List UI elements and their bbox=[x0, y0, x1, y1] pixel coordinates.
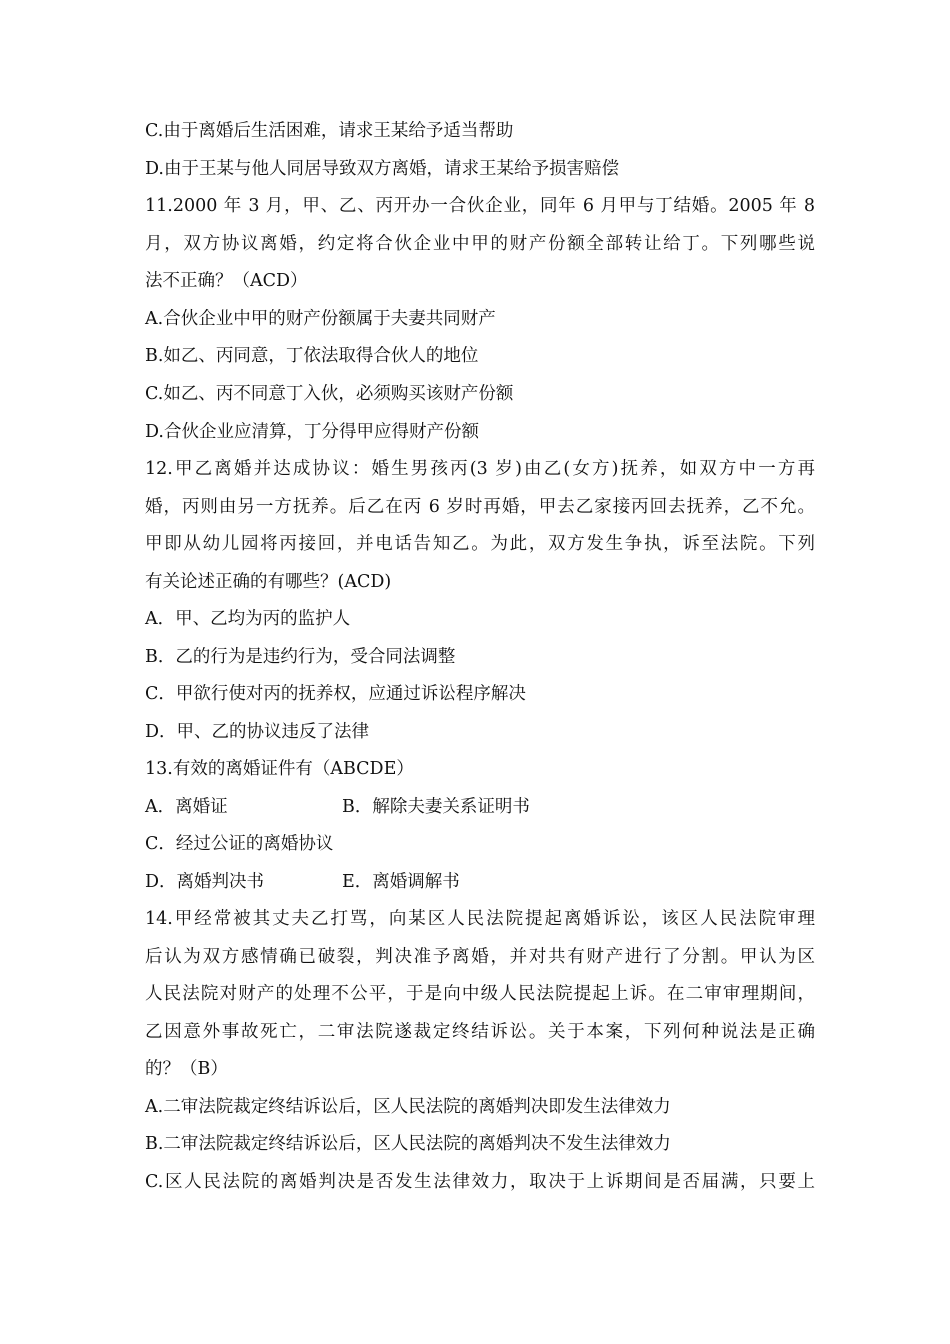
text-line: D．甲、乙的协议违反了法律 bbox=[145, 722, 370, 742]
text-line: A.合伙企业中甲的财产份额属于夫妻共同财产 bbox=[145, 309, 496, 329]
text-line: 13.有效的离婚证件有（ABCDE） bbox=[145, 759, 414, 779]
text-line: A．甲、乙均为丙的监护人 bbox=[145, 609, 351, 629]
text-line: B．乙的行为是违约行为，受合同法调整 bbox=[145, 647, 456, 667]
text-line: B.二审法院裁定终结诉讼后，区人民法院的离婚判决不发生法律效力 bbox=[145, 1134, 671, 1154]
option-a: A．离婚证 bbox=[145, 797, 228, 817]
text-line: 后认为双方感情确已破裂，判决准予离婚，并对共有财产进行了分割。甲认为区 bbox=[145, 947, 815, 967]
text-line: 有关论述正确的有哪些？(ACD) bbox=[145, 572, 392, 592]
text-line-two-options bbox=[145, 870, 815, 894]
text-line: 14.甲经常被其丈夫乙打骂，向某区人民法院提起离婚诉讼，该区人民法院审理 bbox=[145, 909, 815, 929]
text-line: C．经过公证的离婚协议 bbox=[145, 834, 334, 854]
option-b: B．解除夫妻关系证明书 bbox=[342, 797, 530, 817]
text-line: D.由于王某与他人同居导致双方离婚，请求王某给予损害赔偿 bbox=[145, 159, 619, 179]
text-line: 甲即从幼儿园将丙接回，并电话告知乙。为此，双方发生争执，诉至法院。下列 bbox=[145, 534, 815, 554]
text-line: 婚，丙则由另一方抚养。后乙在丙 6 岁时再婚，甲去乙家接丙回去抚养，乙不允。 bbox=[145, 497, 815, 517]
text-line: 的？（B） bbox=[145, 1059, 228, 1079]
text-line: B.如乙、丙同意，丁依法取得合伙人的地位 bbox=[145, 346, 479, 366]
text-line: 乙因意外事故死亡，二审法院遂裁定终结诉讼。关于本案，下列何种说法是正确 bbox=[145, 1022, 815, 1042]
text-line: 月，双方协议离婚，约定将合伙企业中甲的财产份额全部转让给丁。下列哪些说 bbox=[145, 234, 815, 254]
text-line: C.如乙、丙不同意丁入伙，必须购买该财产份额 bbox=[145, 384, 514, 404]
text-line: 法不正确？（ACD） bbox=[145, 271, 308, 291]
option-d: D．离婚判决书 bbox=[145, 872, 265, 892]
text-line-two-options bbox=[145, 795, 815, 819]
text-line: 11.2000 年 3 月，甲、乙、丙开办一合伙企业，同年 6 月甲与丁结婚。2005 年 8 bbox=[145, 196, 815, 216]
text-line: C.区人民法院的离婚判决是否发生法律效力，取决于上诉期间是否届满，只要上 bbox=[145, 1172, 815, 1192]
text-line: A.二审法院裁定终结诉讼后，区人民法院的离婚判决即发生法律效力 bbox=[145, 1097, 671, 1117]
text-line: 人民法院对财产的处理不公平，于是向中级人民法院提起上诉。在二审审理期间， bbox=[145, 984, 815, 1004]
option-e: E．离婚调解书 bbox=[342, 872, 460, 892]
text-line: 12.甲乙离婚并达成协议：婚生男孩丙(3 岁)由乙(女方)抚养，如双方中一方再 bbox=[145, 459, 815, 479]
text-line: D.合伙企业应清算，丁分得甲应得财产份额 bbox=[145, 422, 479, 442]
text-line: C.由于离婚后生活困难，请求王某给予适当帮助 bbox=[145, 121, 514, 141]
text-line: C．甲欲行使对丙的抚养权，应通过诉讼程序解决 bbox=[145, 684, 526, 704]
